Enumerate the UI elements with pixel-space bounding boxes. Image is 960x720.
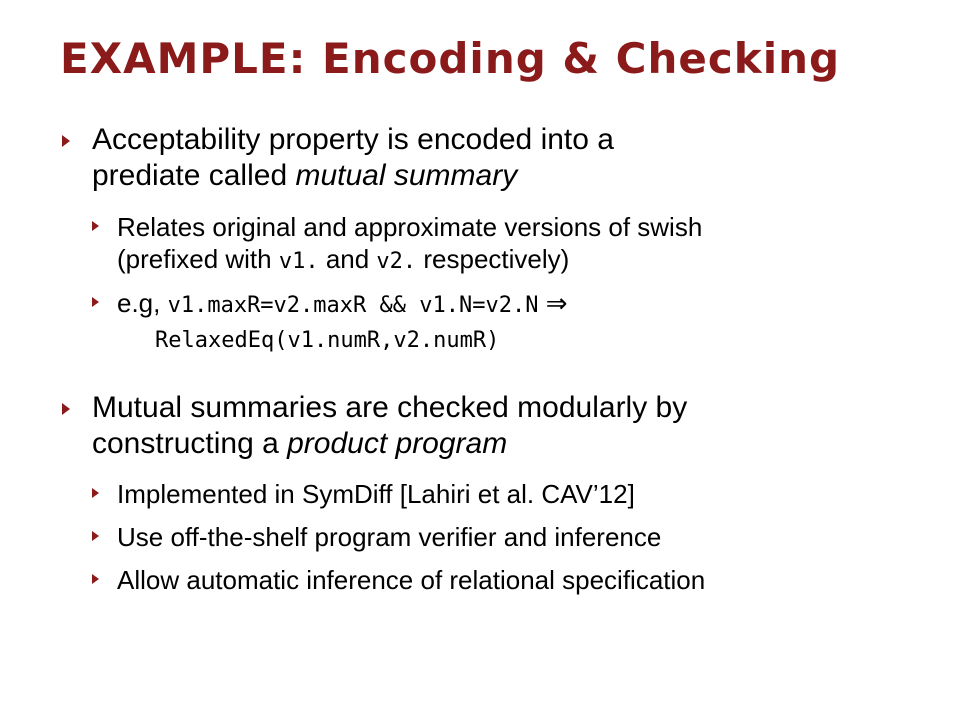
text-segment: constructing a — [92, 427, 288, 460]
bullet-text — [92, 122, 614, 194]
subbullet-relates — [92, 211, 702, 278]
triangle-right-icon — [92, 221, 99, 231]
bullet-text — [117, 287, 568, 357]
text-segment: prediate called — [92, 159, 296, 192]
bullet-text: Implemented in SymDiff [Lahiri et al. CAV’12] — [117, 479, 635, 509]
emphasis-product-program: product program — [287, 427, 508, 460]
subbullet-symdiff — [92, 478, 635, 510]
implies-arrow: ⇒ — [545, 288, 568, 318]
text-segment: e.g, — [117, 288, 168, 318]
bullet-acceptability — [62, 122, 614, 194]
code-v1: v1. — [278, 249, 319, 274]
subbullet-verifier — [92, 521, 661, 553]
triangle-right-icon — [92, 531, 99, 541]
text-line: Relates original and approximate versions of swish — [117, 212, 703, 242]
triangle-right-icon — [92, 297, 99, 307]
triangle-right-icon — [62, 403, 70, 415]
text-line: Acceptability property is encoded into a — [92, 123, 614, 156]
subbullet-example — [92, 287, 568, 357]
slide-title: EXAMPLE: Encoding & Checking — [60, 34, 841, 83]
code-v2: v2. — [376, 249, 417, 274]
text-segment: respectively) — [416, 244, 570, 274]
triangle-right-icon — [62, 135, 70, 147]
triangle-right-icon — [92, 574, 99, 584]
bullet-text — [92, 390, 687, 462]
text-segment: and — [318, 244, 377, 274]
emphasis-mutual-summary: mutual summary — [295, 159, 518, 192]
bullet-mutual-summaries — [62, 390, 687, 462]
text-line: Mutual summaries are checked modularly by — [92, 391, 688, 424]
code-condition: v1.maxR=v2.maxR && v1.N=v2.N — [167, 293, 539, 318]
subbullet-inference — [92, 564, 705, 596]
bullet-text: Use off-the-shelf program verifier and inference — [117, 522, 662, 552]
text-segment: (prefixed with — [117, 244, 279, 274]
bullet-text — [117, 211, 702, 278]
bullet-text: Allow automatic inference of relational specification — [117, 565, 706, 595]
triangle-right-icon — [92, 488, 99, 498]
code-relaxed-eq: RelaxedEq(v1.numR,v2.numR) — [155, 328, 500, 353]
